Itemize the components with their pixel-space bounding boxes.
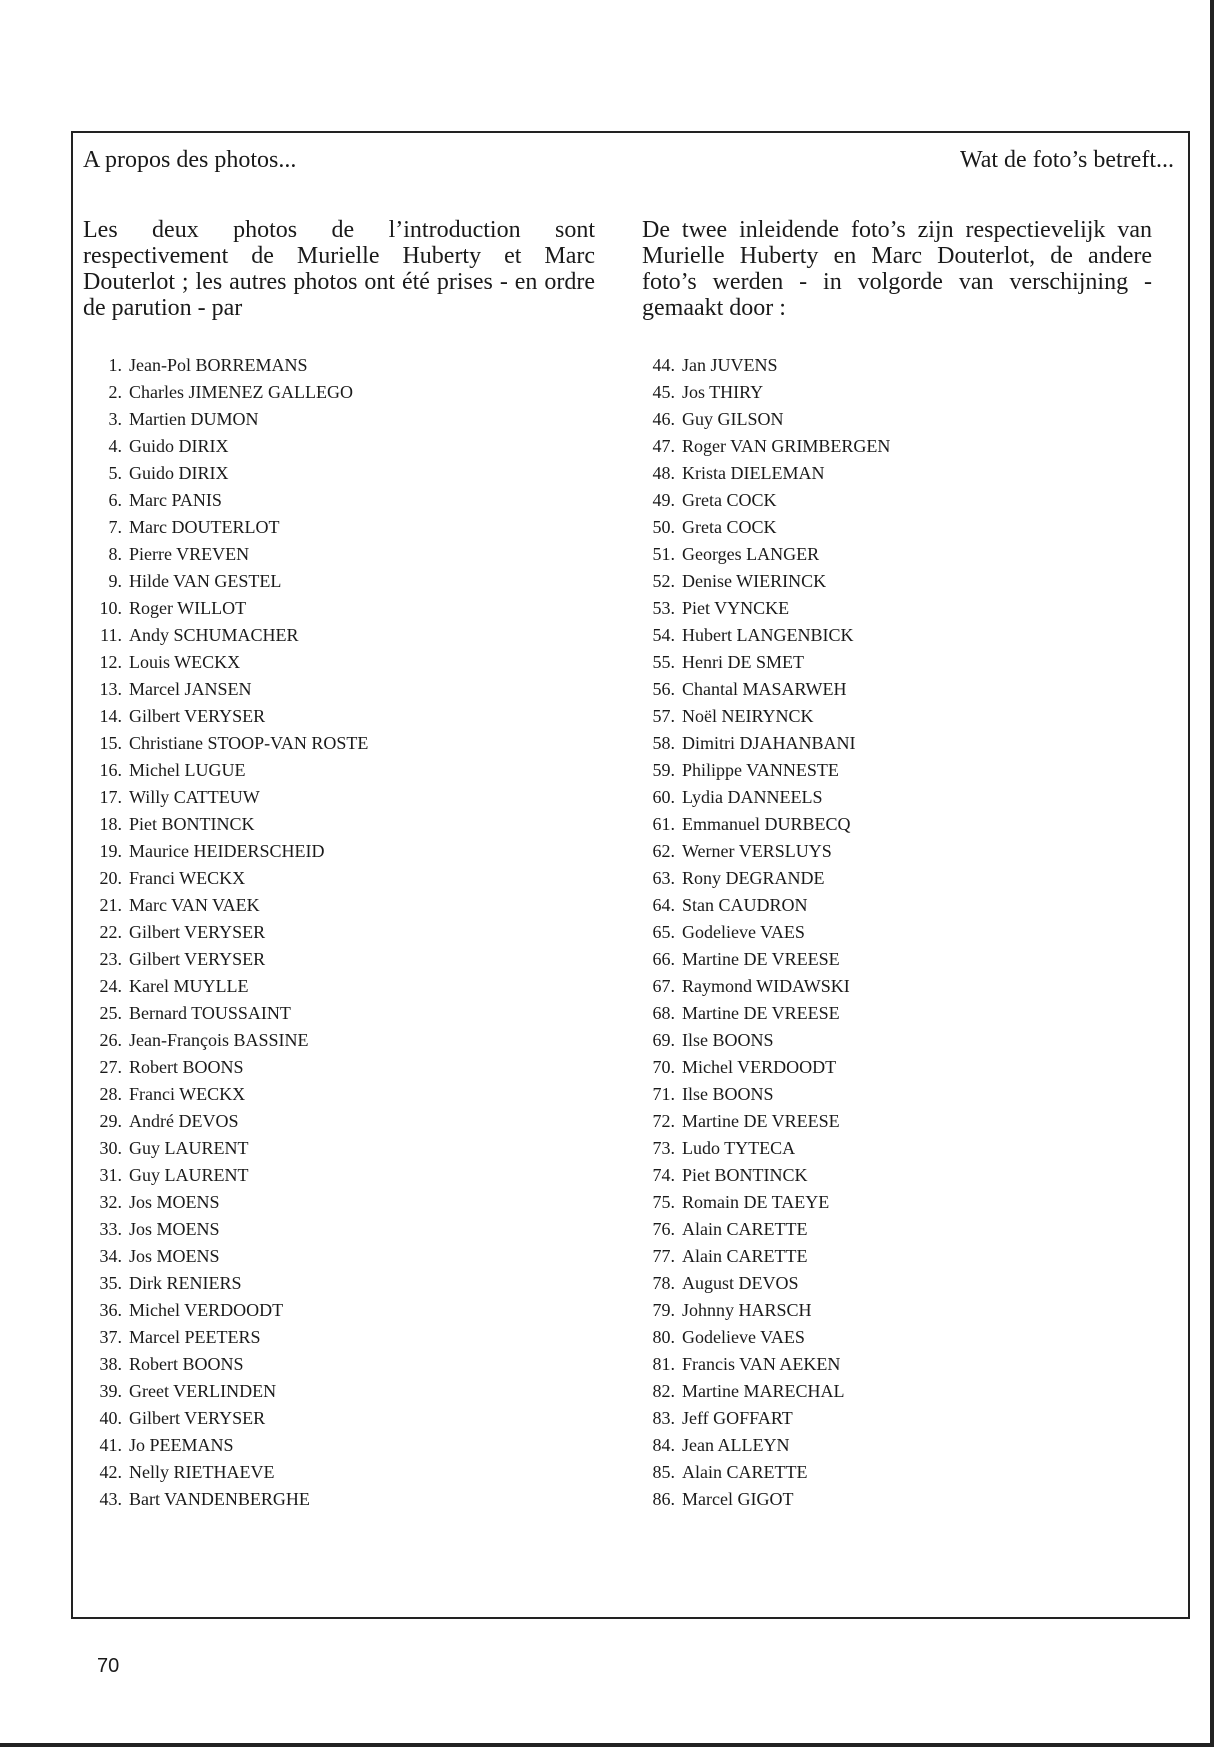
credit-item	[633, 1459, 890, 1486]
credit-photographer: Guy GILSON	[682, 409, 784, 429]
credit-photographer: Greta COCK	[682, 490, 777, 510]
credit-photographer: Gilbert VERYSER	[129, 922, 266, 942]
credit-photographer: André DEVOS	[129, 1111, 239, 1131]
credit-item	[83, 973, 368, 1000]
credit-item	[633, 541, 890, 568]
credit-photographer: Christiane STOOP-VAN ROSTE	[129, 733, 369, 753]
credit-photographer: Marc VAN VAEK	[129, 895, 260, 915]
credit-number: 26.	[99, 1030, 122, 1050]
credit-photographer: Denise WIERINCK	[682, 571, 827, 591]
credit-item	[83, 1270, 368, 1297]
credit-photographer: Karel MUYLLE	[129, 976, 249, 996]
credit-number: 29.	[99, 1111, 122, 1131]
credit-photographer: Ilse BOONS	[682, 1084, 774, 1104]
credit-number: 32.	[99, 1192, 122, 1212]
credit-photographer: Jos THIRY	[682, 382, 764, 402]
credit-number: 67.	[652, 976, 675, 996]
credit-item	[83, 892, 368, 919]
credit-number: 77.	[652, 1246, 675, 1266]
credit-photographer: Jean-Pol BORREMANS	[129, 355, 308, 375]
credit-item	[83, 541, 368, 568]
credit-number: 83.	[652, 1408, 675, 1428]
credit-item	[633, 1351, 890, 1378]
photo-credits-right	[633, 352, 890, 1513]
credit-item	[83, 460, 368, 487]
credit-number: 35.	[99, 1273, 122, 1293]
credit-photographer: Hubert LANGENBICK	[682, 625, 854, 645]
credit-photographer: Alain CARETTE	[682, 1462, 808, 1482]
credit-number: 27.	[99, 1057, 122, 1077]
credit-number: 21.	[99, 895, 122, 915]
credit-item	[633, 1000, 890, 1027]
credit-item	[633, 1405, 890, 1432]
credit-photographer: Jan JUVENS	[682, 355, 778, 375]
credit-item	[633, 1162, 890, 1189]
credit-photographer: Ludo TYTECA	[682, 1138, 796, 1158]
credit-number: 17.	[99, 787, 122, 807]
credit-item	[633, 1243, 890, 1270]
credit-item	[83, 622, 368, 649]
credit-photographer: Jos MOENS	[129, 1219, 220, 1239]
credit-item	[633, 1054, 890, 1081]
right-edge-rule	[1210, 0, 1214, 1747]
credit-number: 51.	[652, 544, 675, 564]
credit-item	[633, 514, 890, 541]
credit-number: 53.	[652, 598, 675, 618]
french-heading: A propos des photos...	[83, 147, 297, 173]
credit-number: 39.	[99, 1381, 122, 1401]
credit-photographer: August DEVOS	[682, 1273, 799, 1293]
credit-item	[633, 757, 890, 784]
credit-number: 33.	[99, 1219, 122, 1239]
credit-photographer: Jeff GOFFART	[682, 1408, 793, 1428]
credit-number: 69.	[652, 1030, 675, 1050]
credit-number: 37.	[99, 1327, 122, 1347]
credit-number: 58.	[652, 733, 675, 753]
credit-photographer: Krista DIELEMAN	[682, 463, 825, 483]
credit-photographer: Marc DOUTERLOT	[129, 517, 280, 537]
credit-number: 76.	[652, 1219, 675, 1239]
credit-item	[633, 784, 890, 811]
credit-number: 73.	[652, 1138, 675, 1158]
credit-photographer: Guido DIRIX	[129, 436, 229, 456]
credit-item	[633, 1108, 890, 1135]
credit-number: 11.	[100, 625, 122, 645]
credit-item	[83, 1297, 368, 1324]
credit-photographer: Dimitri DJAHANBANI	[682, 733, 856, 753]
credit-item	[633, 1324, 890, 1351]
credit-item	[83, 1135, 368, 1162]
credit-item	[83, 811, 368, 838]
credit-photographer: Francis VAN AEKEN	[682, 1354, 841, 1374]
content-frame	[71, 131, 1190, 1619]
credit-photographer: Martine DE VREESE	[682, 1111, 840, 1131]
credit-number: 31.	[99, 1165, 122, 1185]
credit-item	[83, 1000, 368, 1027]
credit-photographer: Martine DE VREESE	[682, 949, 840, 969]
credit-item	[83, 703, 368, 730]
credit-photographer: Michel VERDOODT	[129, 1300, 284, 1320]
credit-photographer: Ilse BOONS	[682, 1030, 774, 1050]
credit-photographer: Philippe VANNESTE	[682, 760, 839, 780]
credit-photographer: Roger WILLOT	[129, 598, 247, 618]
credit-item	[633, 703, 890, 730]
credit-item	[633, 730, 890, 757]
credit-number: 2.	[108, 382, 122, 402]
credit-number: 19.	[99, 841, 122, 861]
credit-number: 24.	[99, 976, 122, 996]
credit-photographer: Chantal MASARWEH	[682, 679, 847, 699]
credit-item	[83, 865, 368, 892]
credit-number: 44.	[652, 355, 675, 375]
credit-number: 85.	[652, 1462, 675, 1482]
credit-photographer: Robert BOONS	[129, 1354, 244, 1374]
credit-photographer: Willy CATTEUW	[129, 787, 260, 807]
credit-number: 81.	[652, 1354, 675, 1374]
credit-item	[633, 1297, 890, 1324]
page-number: 70	[97, 1655, 120, 1677]
credit-photographer: Romain DE TAEYE	[682, 1192, 830, 1212]
credit-photographer: Piet BONTINCK	[682, 1165, 808, 1185]
credit-item	[83, 1081, 368, 1108]
credit-number: 14.	[99, 706, 122, 726]
dutch-heading: Wat de foto’s betreft...	[960, 147, 1174, 173]
credit-item	[83, 676, 368, 703]
credit-item	[83, 1027, 368, 1054]
credit-number: 3.	[108, 409, 122, 429]
credit-number: 23.	[99, 949, 122, 969]
credit-photographer: Werner VERSLUYS	[682, 841, 832, 861]
credit-number: 8.	[108, 544, 122, 564]
credit-item	[633, 1135, 890, 1162]
credit-number: 79.	[652, 1300, 675, 1320]
credit-photographer: Guy LAURENT	[129, 1165, 249, 1185]
credit-number: 20.	[99, 868, 122, 888]
credit-photographer: Rony DEGRANDE	[682, 868, 825, 888]
credit-number: 16.	[99, 760, 122, 780]
credit-photographer: Georges LANGER	[682, 544, 820, 564]
credit-item	[83, 1324, 368, 1351]
credit-number: 9.	[108, 571, 122, 591]
credit-number: 61.	[652, 814, 675, 834]
credit-item	[83, 379, 368, 406]
credit-photographer: Johnny HARSCH	[682, 1300, 812, 1320]
credit-item	[83, 514, 368, 541]
credit-number: 4.	[108, 436, 122, 456]
credit-number: 45.	[652, 382, 675, 402]
photo-credits-left	[83, 352, 368, 1513]
credit-number: 25.	[99, 1003, 122, 1023]
credit-photographer: Gilbert VERYSER	[129, 706, 266, 726]
credit-item	[633, 352, 890, 379]
credit-item	[633, 1486, 890, 1513]
credit-number: 56.	[652, 679, 675, 699]
credit-photographer: Jos MOENS	[129, 1246, 220, 1266]
credit-photographer: Bart VANDENBERGHE	[129, 1489, 310, 1509]
credit-number: 60.	[652, 787, 675, 807]
credit-photographer: Louis WECKX	[129, 652, 241, 672]
credit-number: 5.	[108, 463, 122, 483]
credit-photographer: Noël NEIRYNCK	[682, 706, 814, 726]
credit-photographer: Jos MOENS	[129, 1192, 220, 1212]
credit-item	[633, 1081, 890, 1108]
credit-number: 13.	[99, 679, 122, 699]
credit-number: 7.	[108, 517, 122, 537]
credit-number: 54.	[652, 625, 675, 645]
credit-item	[83, 1486, 368, 1513]
credit-item	[633, 568, 890, 595]
credit-number: 47.	[652, 436, 675, 456]
credit-photographer: Andy SCHUMACHER	[129, 625, 299, 645]
credit-photographer: Gilbert VERYSER	[129, 1408, 266, 1428]
credit-photographer: Marc PANIS	[129, 490, 222, 510]
credit-photographer: Martine DE VREESE	[682, 1003, 840, 1023]
credit-photographer: Bernard TOUSSAINT	[129, 1003, 291, 1023]
credit-number: 75.	[652, 1192, 675, 1212]
credit-item	[83, 919, 368, 946]
credit-item	[83, 1351, 368, 1378]
credit-number: 70.	[652, 1057, 675, 1077]
credit-number: 18.	[99, 814, 122, 834]
credit-photographer: Gilbert VERYSER	[129, 949, 266, 969]
credit-number: 38.	[99, 1354, 122, 1374]
credit-item	[633, 1270, 890, 1297]
credit-photographer: Marcel GIGOT	[682, 1489, 794, 1509]
credit-item	[83, 1243, 368, 1270]
credit-item	[633, 622, 890, 649]
credit-item	[83, 433, 368, 460]
credit-number: 72.	[652, 1111, 675, 1131]
credit-item	[83, 784, 368, 811]
credit-item	[83, 595, 368, 622]
credit-photographer: Hilde VAN GESTEL	[129, 571, 282, 591]
credit-photographer: Nelly RIETHAEVE	[129, 1462, 275, 1482]
credit-photographer: Marcel JANSEN	[129, 679, 252, 699]
credit-number: 49.	[652, 490, 675, 510]
credit-photographer: Franci WECKX	[129, 868, 246, 888]
credit-number: 50.	[652, 517, 675, 537]
credit-item	[633, 487, 890, 514]
credit-item	[633, 595, 890, 622]
credit-photographer: Piet VYNCKE	[682, 598, 790, 618]
credit-photographer: Franci WECKX	[129, 1084, 246, 1104]
credit-photographer: Robert BOONS	[129, 1057, 244, 1077]
dutch-intro: De twee inleidende foto’s zijn respectievelijk van Murielle Huberty en Marc Douterlot, de andere foto’s werden - in volgorde van verschijning - gemaakt door :	[642, 217, 1152, 321]
credit-number: 55.	[652, 652, 675, 672]
credit-number: 48.	[652, 463, 675, 483]
credit-item	[633, 811, 890, 838]
credit-number: 63.	[652, 868, 675, 888]
credit-number: 42.	[99, 1462, 122, 1482]
credit-photographer: Dirk RENIERS	[129, 1273, 242, 1293]
credit-number: 71.	[652, 1084, 675, 1104]
credit-item	[633, 973, 890, 1000]
credit-photographer: Godelieve VAES	[682, 922, 805, 942]
credit-photographer: Martien DUMON	[129, 409, 259, 429]
credit-photographer: Pierre VREVEN	[129, 544, 250, 564]
credit-photographer: Guido DIRIX	[129, 463, 229, 483]
credit-photographer: Godelieve VAES	[682, 1327, 805, 1347]
credit-photographer: Greet VERLINDEN	[129, 1381, 277, 1401]
credit-photographer: Raymond WIDAWSKI	[682, 976, 850, 996]
credit-item	[633, 433, 890, 460]
credit-number: 57.	[652, 706, 675, 726]
credit-item	[633, 406, 890, 433]
credit-item	[83, 1162, 368, 1189]
credit-number: 74.	[652, 1165, 675, 1185]
credit-item	[633, 379, 890, 406]
credit-number: 15.	[99, 733, 122, 753]
credit-photographer: Marcel PEETERS	[129, 1327, 261, 1347]
credit-number: 34.	[99, 1246, 122, 1266]
credit-item	[83, 568, 368, 595]
credit-photographer: Martine MARECHAL	[682, 1381, 845, 1401]
credit-number: 40.	[99, 1408, 122, 1428]
credit-item	[83, 1378, 368, 1405]
credit-item	[83, 487, 368, 514]
credit-item	[633, 838, 890, 865]
credit-number: 62.	[652, 841, 675, 861]
credit-number: 65.	[652, 922, 675, 942]
credit-number: 46.	[652, 409, 675, 429]
credit-number: 68.	[652, 1003, 675, 1023]
credit-photographer: Stan CAUDRON	[682, 895, 808, 915]
credit-photographer: Piet BONTINCK	[129, 814, 255, 834]
credit-item	[83, 1054, 368, 1081]
credit-item	[83, 1459, 368, 1486]
credit-photographer: Jo PEEMANS	[129, 1435, 234, 1455]
credit-number: 59.	[652, 760, 675, 780]
credit-item	[633, 460, 890, 487]
credit-number: 41.	[99, 1435, 122, 1455]
credit-number: 43.	[99, 1489, 122, 1509]
credit-number: 22.	[99, 922, 122, 942]
credit-item	[633, 649, 890, 676]
credit-photographer: Guy LAURENT	[129, 1138, 249, 1158]
credit-item	[633, 865, 890, 892]
credit-item	[633, 1432, 890, 1459]
credit-photographer: Maurice HEIDERSCHEID	[129, 841, 325, 861]
credit-item	[633, 1216, 890, 1243]
credit-number: 30.	[99, 1138, 122, 1158]
credit-photographer: Greta COCK	[682, 517, 777, 537]
credit-item	[83, 1189, 368, 1216]
credit-photographer: Alain CARETTE	[682, 1219, 808, 1239]
credit-item	[83, 1108, 368, 1135]
credit-number: 64.	[652, 895, 675, 915]
credit-item	[83, 406, 368, 433]
credit-item	[83, 649, 368, 676]
credit-photographer: Alain CARETTE	[682, 1246, 808, 1266]
credit-number: 86.	[652, 1489, 675, 1509]
credit-item	[633, 946, 890, 973]
credit-photographer: Henri DE SMET	[682, 652, 804, 672]
credit-item	[633, 1027, 890, 1054]
credit-item	[633, 676, 890, 703]
credit-photographer: Michel VERDOODT	[682, 1057, 837, 1077]
credit-number: 36.	[99, 1300, 122, 1320]
credit-photographer: Michel LUGUE	[129, 760, 246, 780]
credit-number: 52.	[652, 571, 675, 591]
credit-number: 28.	[99, 1084, 122, 1104]
credit-item	[633, 1189, 890, 1216]
credit-item	[83, 757, 368, 784]
credit-item	[83, 946, 368, 973]
credit-item	[83, 838, 368, 865]
credit-photographer: Lydia DANNEELS	[682, 787, 823, 807]
credit-number: 12.	[99, 652, 122, 672]
credit-number: 82.	[652, 1381, 675, 1401]
bottom-edge-rule	[0, 1743, 1214, 1747]
credit-item	[633, 919, 890, 946]
credit-photographer: Charles JIMENEZ GALLEGO	[129, 382, 353, 402]
credit-item	[83, 352, 368, 379]
credit-number: 78.	[652, 1273, 675, 1293]
credit-item	[633, 892, 890, 919]
credit-item	[83, 1216, 368, 1243]
credit-item	[83, 730, 368, 757]
credit-photographer: Emmanuel DURBECQ	[682, 814, 851, 834]
credit-number: 6.	[108, 490, 122, 510]
credit-item	[83, 1432, 368, 1459]
credit-number: 66.	[652, 949, 675, 969]
credit-number: 1.	[108, 355, 122, 375]
credit-number: 84.	[652, 1435, 675, 1455]
credit-photographer: Jean-François BASSINE	[129, 1030, 309, 1050]
credit-number: 10.	[99, 598, 122, 618]
credit-item	[83, 1405, 368, 1432]
credit-photographer: Roger VAN GRIMBERGEN	[682, 436, 891, 456]
credit-item	[633, 1378, 890, 1405]
credit-number: 80.	[652, 1327, 675, 1347]
credit-photographer: Jean ALLEYN	[682, 1435, 790, 1455]
french-intro: Les deux photos de l’introduction sont respectivement de Murielle Huberty et Marc Douterlot ; les autres photos ont été prises - en ordre de parution - par	[83, 217, 595, 321]
